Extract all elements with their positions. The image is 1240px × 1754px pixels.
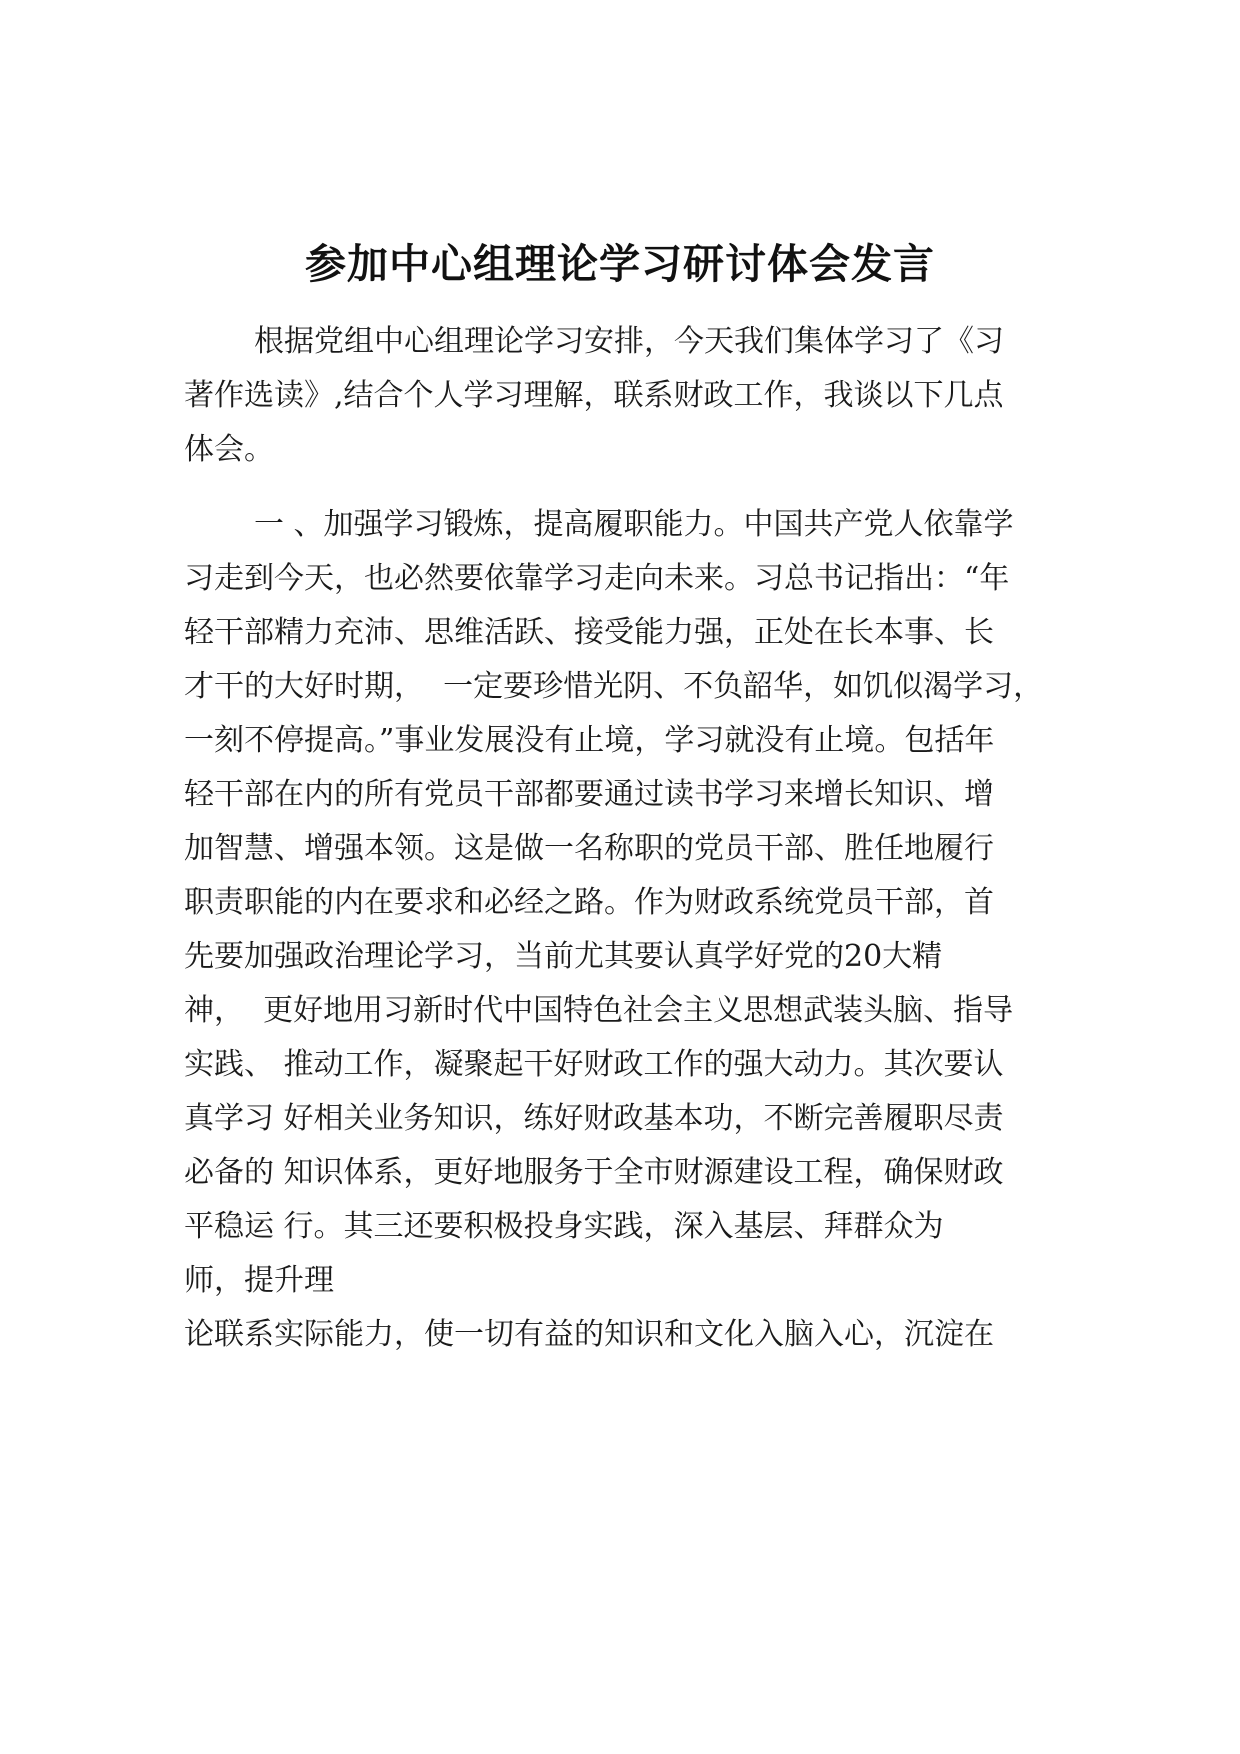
paragraph-line: 神， 更好地用习新时代中国特色社会主义思想武装头脑、指导 <box>184 993 1014 1028</box>
paragraph-line: 真学习 好相关业务知识，练好财政基本功，不断完善履职尽责 <box>184 1101 1004 1136</box>
paragraph-line: 体会。 <box>184 432 274 467</box>
paragraph-line: 职责职能的内在要求和必经之路。作为财政系统党员干部，首 <box>184 885 994 920</box>
paragraph-line: 先要加强政治理论学习，当前尤其要认真学好党的20大精 <box>184 939 943 974</box>
paragraph-line: 轻干部精力充沛、思维活跃、接受能力强，正处在长本事、长 <box>184 615 994 650</box>
paragraph-line: 论联系实际能力，使一切有益的知识和文化入脑入心，沉淀在 <box>184 1317 994 1352</box>
paragraph-line: 加智慧、增强本领。这是做一名称职的党员干部、胜任地履行 <box>184 831 994 866</box>
paragraph-line: 著作选读》,结合个人学习理解，联系财政工作，我谈以下几点 <box>184 378 1004 413</box>
paragraph-line: 师，提升理 <box>184 1263 334 1298</box>
paragraph-line: 轻干部在内的所有党员干部都要通过读书学习来增长知识、增 <box>184 777 994 812</box>
paragraph-line: 习走到今天，也必然要依靠学习走向未来。习总书记指出：“年 <box>184 561 1010 596</box>
document-title: 参加中心组理论学习研讨体会发言 <box>305 240 935 288</box>
paragraph-line: 必备的 知识体系，更好地服务于全市财源建设工程，确保财政 <box>184 1155 1004 1190</box>
paragraph-line: 平稳运 行。其三还要积极投身实践，深入基层、拜群众为 <box>184 1209 944 1244</box>
paragraph-line: 一 、加强学习锻炼，提高履职能力。中国共产党人依靠学 <box>254 507 1014 542</box>
paragraph-line: 根据党组中心组理论学习安排，今天我们集体学习了《习 <box>254 324 1004 359</box>
paragraph-line: 一刻不停提高。”事业发展没有止境，学习就没有止境。包括年 <box>184 723 995 758</box>
paragraph-line: 才干的大好时期， 一定要珍惜光阴、不负韶华，如饥似渴学习， <box>184 669 1044 704</box>
paragraph-line: 实践、 推动工作，凝聚起干好财政工作的强大动力。其次要认 <box>184 1047 1004 1082</box>
